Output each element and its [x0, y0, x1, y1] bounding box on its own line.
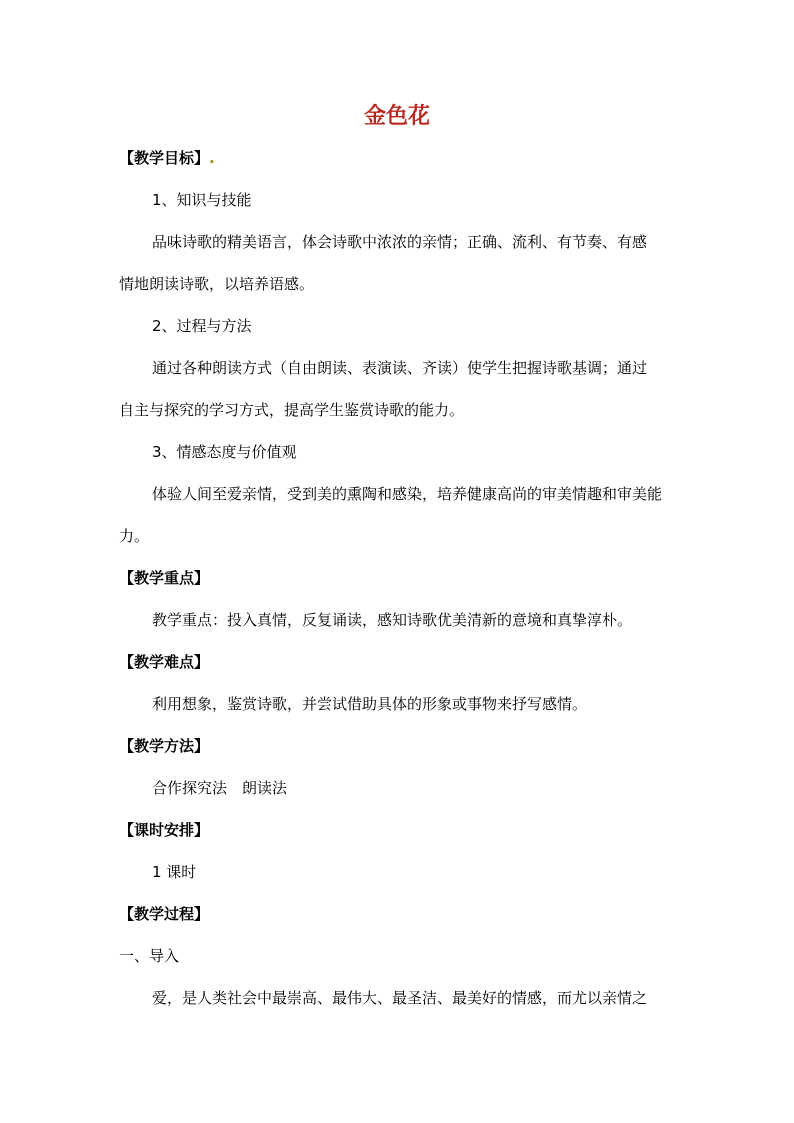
heading-teaching-objectives	[119, 147, 215, 169]
heading-teaching-focus: 【教学重点】	[119, 569, 210, 587]
paragraph-line: 爱，是人类社会中最崇高、最伟大、最圣洁、最美好的情感，而尤以亲情之	[152, 989, 648, 1007]
paragraph-line: 通过各种朗读方式（自由朗读、表演读、齐读）使学生把握诗歌基调；通过	[152, 359, 648, 377]
paragraph-line: 自主与探究的学习方式，提高学生鉴赏诗歌的能力。	[119, 401, 465, 419]
heading-teaching-method: 【教学方法】	[119, 737, 210, 755]
paragraph-line: 品味诗歌的精美语言，体会诗歌中浓浓的亲情；正确、流利、有节奏、有感	[152, 233, 648, 251]
paragraph-line: 教学重点：投入真情，反复诵读，感知诗歌优美清新的意境和真挚淳朴。	[152, 611, 633, 629]
paragraph-line: 1 课时	[152, 863, 197, 881]
heading-teaching-process: 【教学过程】	[119, 905, 210, 923]
paragraph-line: 合作探究法 朗读法	[152, 779, 288, 797]
subheading-emotion-values: 3、情感态度与价值观	[152, 443, 297, 461]
paragraph-line: 力。	[119, 527, 150, 545]
heading-class-arrangement: 【课时安排】	[119, 821, 210, 839]
paragraph-line: 利用想象，鉴赏诗歌，并尝试借助具体的形象或事物来抒写感情。	[152, 695, 588, 713]
heading-teaching-difficulty: 【教学难点】	[119, 653, 210, 671]
heading-text: 【教学目标】	[119, 149, 210, 167]
subheading-knowledge-skills: 1、知识与技能	[152, 191, 252, 209]
section-introduction: 一、导入	[119, 947, 180, 965]
accent-dot: .	[209, 149, 215, 167]
subheading-process-method: 2、过程与方法	[152, 317, 252, 335]
paragraph-line: 情地朗读诗歌，以培养语感。	[119, 275, 315, 293]
paragraph-line: 体验人间至爱亲情，受到美的熏陶和感染，培养健康高尚的审美情趣和审美能	[152, 485, 663, 503]
document-title: 金色花	[363, 104, 430, 129]
